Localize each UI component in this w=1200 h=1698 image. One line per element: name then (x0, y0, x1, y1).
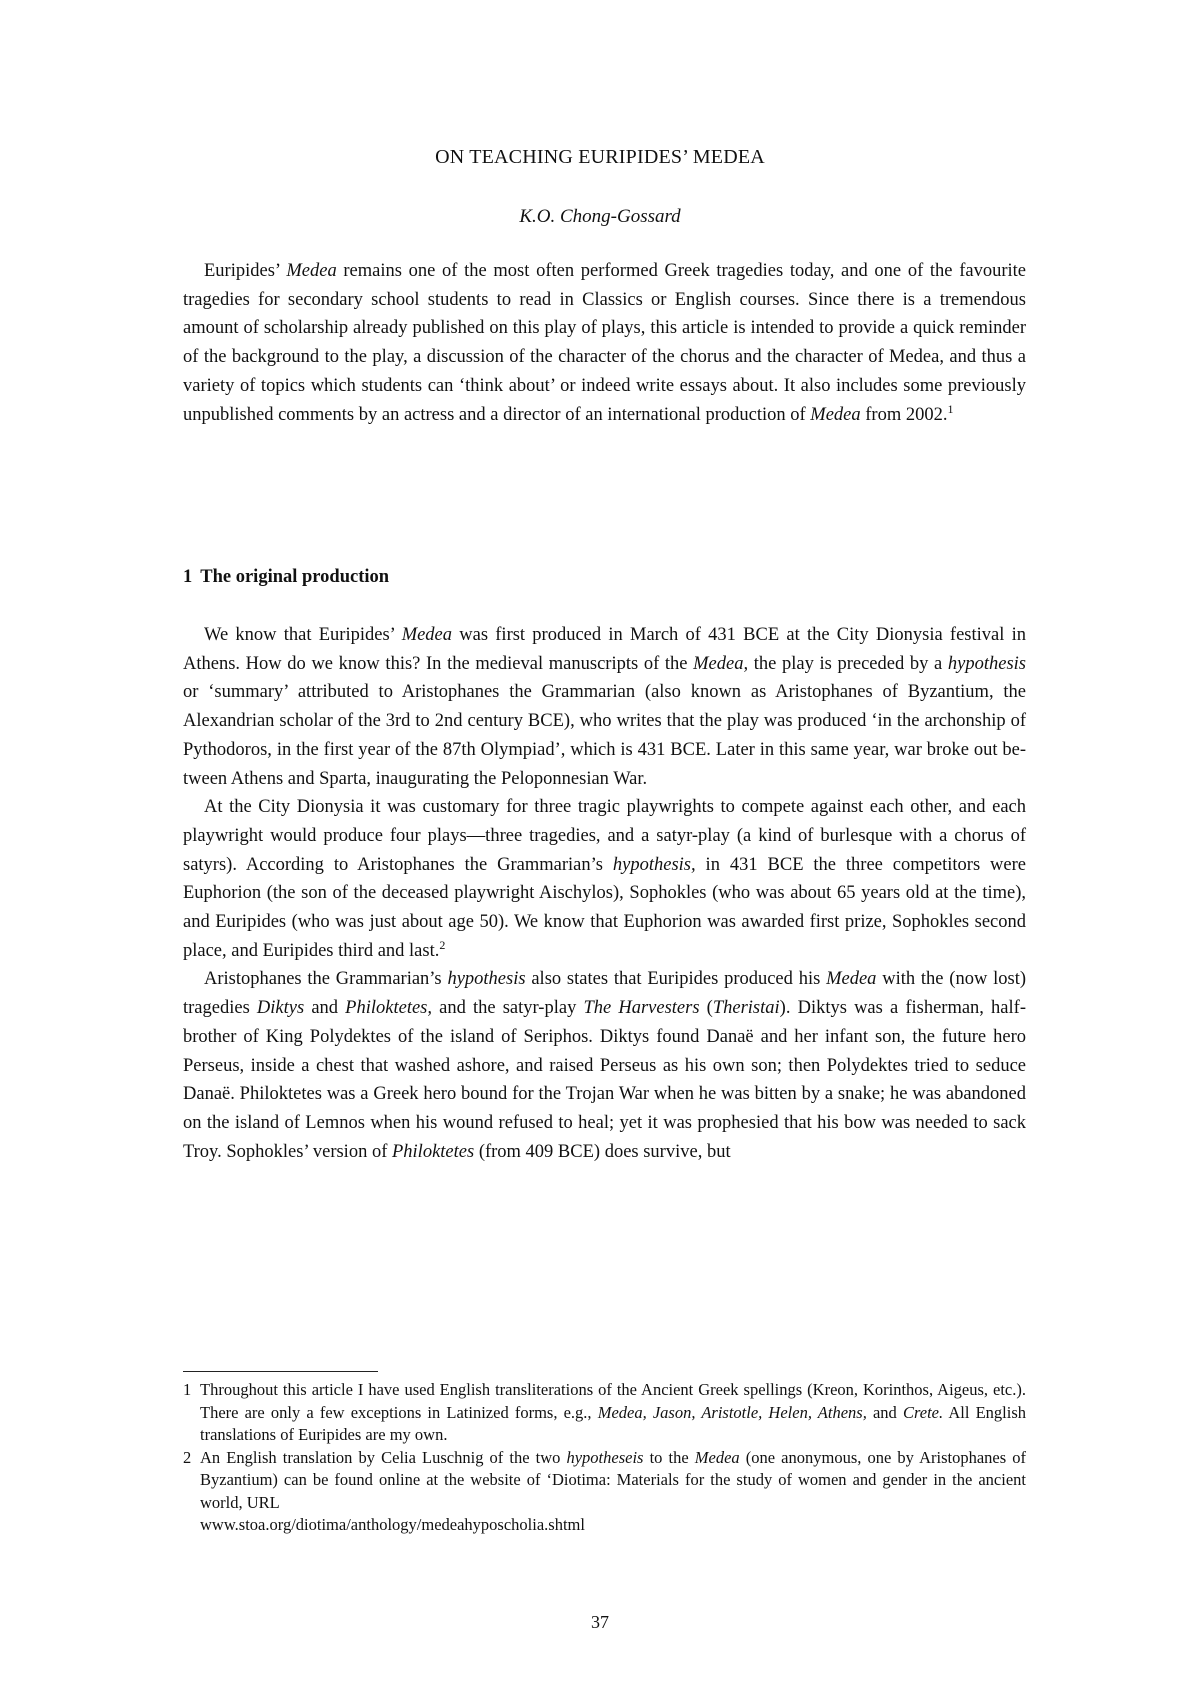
footnote-2: 2 An English translation by Celia Luschnig of the two hypotheseis to the Medea (one anonymous, one by Aristophanes of Byzantium) can be found online at the website of ‘Diotima: Materials for the study of women and gender in the ancient world, URL www.stoa.org/diotima/anthology/medeahyposcholia.shtml (183, 1447, 1026, 1534)
footnote-ref-1[interactable]: 1 (947, 401, 954, 416)
section-heading (183, 567, 389, 588)
intro-paragraph: Euripides’ Medea remains one of the most often performed Greek tragedies today, and one of the favourite tragedies for secondary school students to read in Classics or English courses. Since there is a tremendous amount of scholarship already published on this play of plays, this article is intended to provide a quick reminder of the background to the play, a discussion of the character of the chorus and the character of Medea, and thus a variety of topics which students can ‘think about’ or indeed write essays about. It also includes some previously unpublished comments by an actress and a director of an international production of Medea from 2002.$^1$ (183, 261, 1026, 425)
footnotes (183, 1379, 1026, 1537)
section-number: 1 (183, 567, 193, 587)
article-author: K.O. Chong-Gossard (519, 206, 681, 227)
footnote-ref-2[interactable]: 2 (439, 937, 446, 952)
footnote-divider (183, 1371, 378, 1372)
article-title: ON TEACHING EURIPIDES’ MEDEA (435, 146, 765, 168)
footnote-number: 2 (183, 1447, 192, 1467)
section-1-body (183, 621, 1026, 1166)
footnote-1: 1 Throughout this article I have used English transliterations of the Ancient Greek spellings (Kreon, Korinthos, Aigeus, etc.). There are only a few exceptions in Latinized forms, e.g., Medea, Jason, Aristotle, Helen, Athens, and Crete. All English translations of Euripides are my own. (183, 1380, 1026, 1444)
paragraph-2: At the City Dionysia it was customary for three tragic playwrights to compete against each other, and each playwright would produce four plays—three tragedies, and a satyr-play (a kind of burlesque with a chorus of satyrs). According to Aristophanes the Grammarian’s hypothesis, in 431 BCE the three competitors were Euphorion (the son of the deceased playwright Aischylos), Sophokles (who was about 65 years old at the time), and Euripides (who was just about age 50). We know that Euphorion was awarded first prize, Sophokles second place, and Euripides third and last.$^2$ (183, 797, 1026, 961)
page-number: 37 (591, 1612, 609, 1632)
paragraph-1: We know that Euripides’ Medea was first produced in March of 431 BCE at the City Dionysia festival in Athens. How do we know this? In the medieval manuscripts of the Medea, the play is preceded by a hypothesis or ‘summary’ attributed to Aristophanes the Grammarian (also known as Aristophanes of Byzantium, the Alexandrian scholar of the 3rd to 2nd century BCE), who writes that the play was produced ‘in the archonship of Pythodoros, in the first year of the 87th Olympiad’, which is 431 BCE. Later in this same year, war broke out between Athens and Sparta, inaugurating the Peloponnesian War. (183, 625, 1027, 789)
intro-section (183, 257, 1026, 429)
footnote-number: 1 (183, 1380, 192, 1399)
section-title: The original production (200, 567, 390, 587)
paragraph-3: Aristophanes the Grammarian’s hypothesis also states that Euripides produced his Medea with the (now lost) tragedies Diktys and Philoktetes, and the satyr-play The Harvesters (Theristai). Diktys was a fisherman, half-brother of King Polydektes of the island of Seriphos. Diktys found Danaë and her infant son, the future hero Perseus, inside a chest that washed ashore, and raised Perseus as his own son; then Polydektes tried to seduce Danaë. Philoktetes was a Greek hero bound for the Trojan War when he was bitten by a snake; he was abandoned on the island of Lemnos when his wound refused to heal; yet it was prophesied that his bow was needed to sack Troy. Sophokles’ version of Philoktetes (from 409 BCE) does survive, but (183, 969, 1027, 1162)
footnote-url[interactable]: www.stoa.org/diotima/anthology/medeahyposcholia.shtml (200, 1515, 585, 1534)
